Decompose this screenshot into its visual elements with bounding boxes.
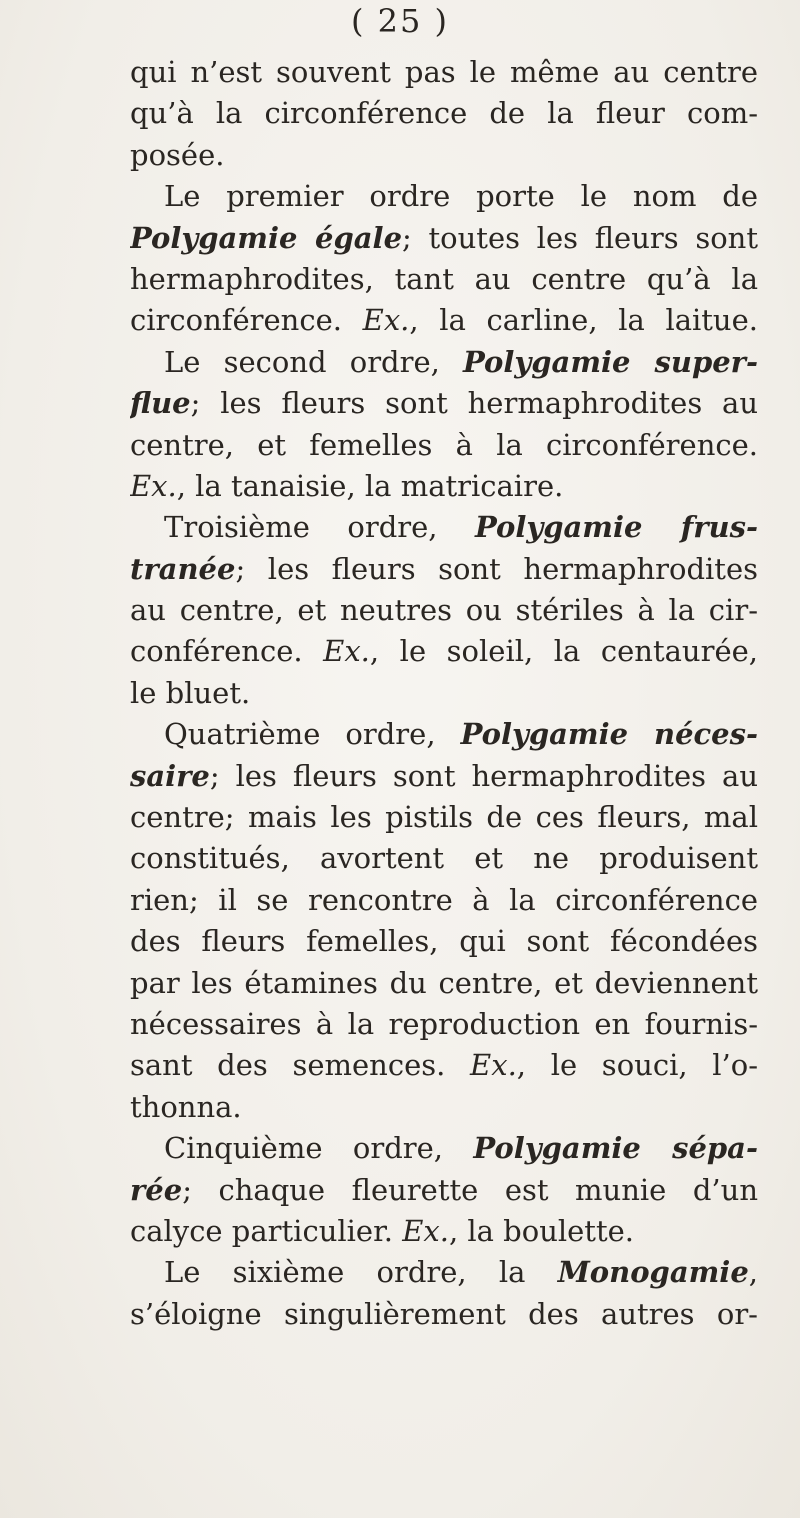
text-segment: , la boulette. <box>448 1213 634 1248</box>
text-line <box>130 300 758 341</box>
text-line <box>130 673 758 714</box>
text-segment: , <box>748 1255 758 1290</box>
text-segment: des fleurs femelles, qui sont fécondées <box>130 924 758 959</box>
text-segment: sant des semences. <box>130 1048 471 1083</box>
text-line <box>130 135 758 176</box>
italic-term: Polygamie égale <box>130 220 403 255</box>
text-segment: thonna. <box>130 1089 242 1124</box>
italic-term: Ex. <box>402 1213 449 1248</box>
text-line <box>130 1252 758 1293</box>
text-line <box>130 880 758 921</box>
text-segment: posée. <box>130 137 225 172</box>
text-line <box>130 176 758 217</box>
text-line <box>130 590 758 631</box>
text-line <box>130 425 758 466</box>
text-segment: s’éloigne singulièrement des autres or- <box>130 1296 758 1331</box>
italic-term: Ex. <box>130 468 177 503</box>
text-segment: rien; il se rencontre à la circonférence <box>130 882 758 917</box>
text-segment: nécessaires à la reproduction en fournis- <box>130 1006 758 1041</box>
text-line <box>130 342 758 383</box>
text-line <box>130 549 758 590</box>
text-segment: ; chaque fleurette est munie d’un <box>182 1172 758 1207</box>
text-segment: qui n’est souvent pas le même au centre <box>130 55 758 89</box>
italic-term: saire <box>130 758 210 793</box>
text-segment: Le sixième ordre, la <box>164 1255 558 1290</box>
italic-term: Ex. <box>362 303 410 338</box>
body-text <box>130 52 758 1335</box>
text-line <box>130 1211 758 1252</box>
text-line <box>130 507 758 548</box>
text-segment: circonférence. <box>130 303 363 338</box>
text-segment: Le second ordre, <box>164 344 464 379</box>
text-line <box>130 1087 758 1128</box>
text-line <box>130 1045 758 1086</box>
italic-term: Polygamie super- <box>463 344 758 379</box>
text-segment: ; les fleurs sont hermaphrodites au <box>209 758 758 793</box>
italic-term: Monogamie <box>557 1255 749 1290</box>
text-line <box>130 921 758 962</box>
text-segment: ; les fleurs sont hermaphrodites <box>235 551 758 586</box>
italic-term: rée <box>130 1172 183 1207</box>
text-line <box>130 383 758 424</box>
text-line <box>130 714 758 755</box>
text-line <box>130 52 758 93</box>
text-segment: constitués, avortent et ne produisent <box>130 841 758 876</box>
text-line <box>130 1170 758 1211</box>
text-segment: centre; mais les pistils de ces fleurs, mal <box>130 800 758 835</box>
text-line <box>130 466 758 507</box>
text-segment: ; les fleurs sont hermaphrodites au <box>190 386 758 421</box>
text-line <box>130 259 758 300</box>
text-line <box>130 93 758 134</box>
text-segment: qu’à la circonférence de la fleur com- <box>130 96 758 131</box>
text-segment: Cinquième ordre, <box>164 1131 474 1166</box>
text-segment: Troisième ordre, <box>164 510 475 545</box>
text-segment: par les étamines du centre, et deviennent <box>130 965 758 1000</box>
italic-term: Ex. <box>470 1048 517 1083</box>
text-line <box>130 838 758 879</box>
text-segment: Le premier ordre porte le nom de <box>164 179 758 214</box>
text-line <box>130 756 758 797</box>
text-line <box>130 1294 758 1335</box>
text-line <box>130 1004 758 1045</box>
text-line <box>130 797 758 838</box>
text-segment: conférence. <box>130 634 324 669</box>
italic-term: Ex. <box>323 634 370 669</box>
italic-term: Polygamie sépa- <box>473 1131 758 1166</box>
italic-term: flue <box>130 386 191 421</box>
text-segment: au centre, et neutres ou stériles à la cir- <box>130 593 758 628</box>
italic-term: tranée <box>130 551 236 586</box>
text-line <box>130 963 758 1004</box>
text-line <box>130 1128 758 1169</box>
text-segment: le bluet. <box>130 675 251 710</box>
page-number: ( 25 ) <box>350 2 450 40</box>
text-segment: , la tanaisie, la matricaire. <box>176 468 564 503</box>
text-segment: , le soleil, la centaurée, <box>369 634 758 669</box>
text-segment: calyce particulier. <box>130 1213 403 1248</box>
text-line <box>130 631 758 672</box>
text-line <box>130 218 758 259</box>
text-segment: , la carline, la laitue. <box>409 303 758 338</box>
text-segment: hermaphrodites, tant au centre qu’à la <box>130 261 758 296</box>
text-segment: Quatrième ordre, <box>164 717 461 752</box>
text-segment: ; toutes les fleurs sont <box>402 220 758 255</box>
text-segment: centre, et femelles à la circonférence. <box>130 427 758 462</box>
italic-term: Polygamie frus- <box>474 510 758 545</box>
italic-term: Polygamie néces- <box>460 717 758 752</box>
text-segment: , le souci, l’o- <box>516 1048 758 1083</box>
